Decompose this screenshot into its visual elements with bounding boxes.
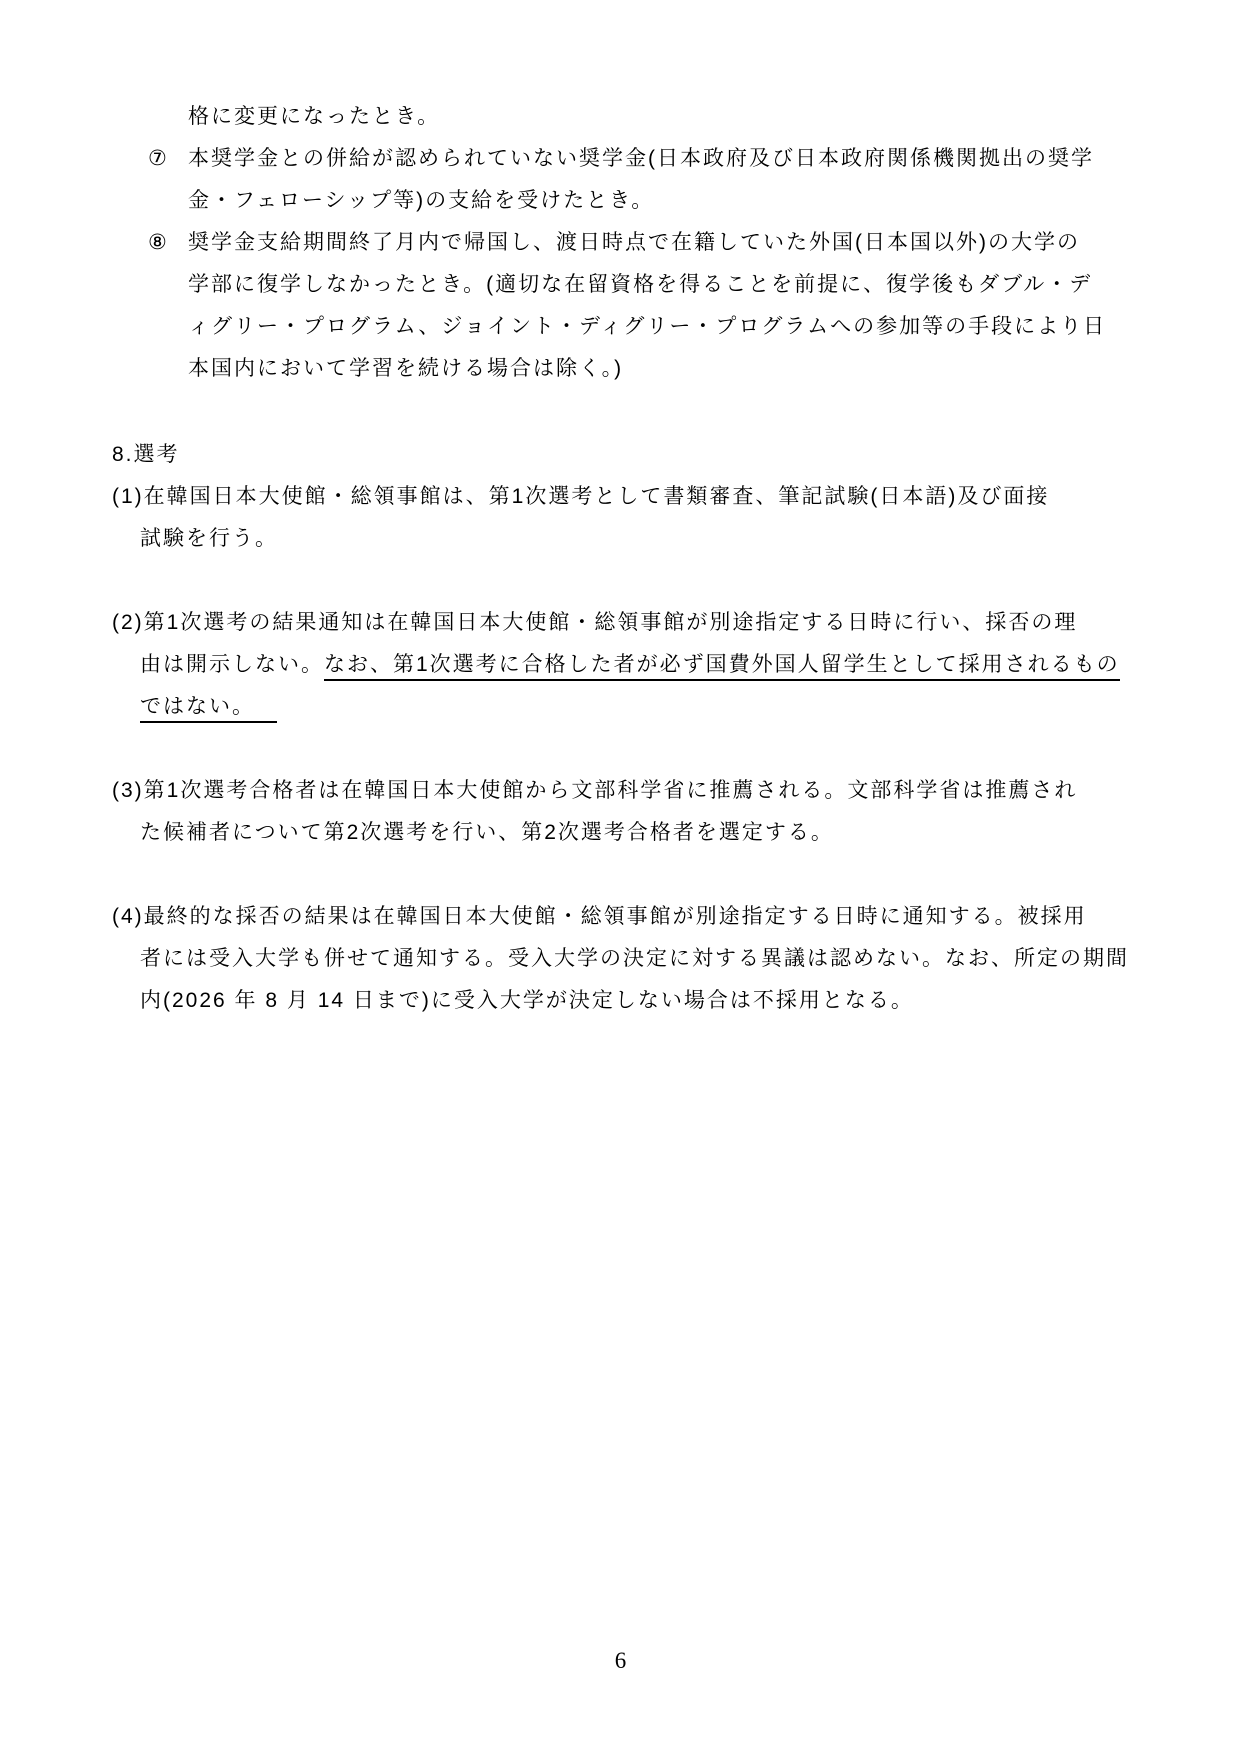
text-line bbox=[112, 602, 1141, 644]
paragraph-3-text: 第1次選考合格者は在韓国日本大使館から文部科学省に推薦される。文部科学省は推薦され bbox=[143, 779, 1078, 802]
paragraph-2-label: (2) bbox=[112, 611, 144, 634]
paragraph-4-label: (4) bbox=[112, 905, 144, 928]
text-line: 学部に復学しなかったとき。(適切な在留資格を得ることを前提に、復学後もダブル・デ bbox=[188, 273, 1093, 296]
text-line: た候補者について第2次選考を行い、第2次選考合格者を選定する。 bbox=[140, 821, 834, 844]
paragraph-1 bbox=[112, 476, 1141, 560]
list-item-7-text bbox=[188, 138, 1094, 222]
text-line bbox=[112, 476, 1141, 518]
text-line bbox=[112, 686, 1141, 728]
paragraph-2-plain-text: 由は開示しない。 bbox=[140, 653, 324, 676]
text-line: 内(2026 年 8 月 14 日まで)に受入大学が決定しない場合は不採用となる。 bbox=[140, 989, 914, 1012]
paragraph-2-text: 第1次選考の結果通知は在韓国日本大使館・総領事館が別途指定する日時に行い、採否の理 bbox=[143, 611, 1078, 634]
paragraph-3-label: (3) bbox=[112, 779, 144, 802]
text-line bbox=[112, 896, 1141, 938]
text-line: 奨学金支給期間終了月内で帰国し、渡日時点で在籍していた外国(日本国以外)の大学の bbox=[188, 231, 1080, 254]
text-line bbox=[112, 644, 1141, 686]
paragraph-2 bbox=[112, 602, 1141, 728]
continuation-line: 格に変更になったとき。 bbox=[188, 105, 441, 128]
text-line: 試験を行う。 bbox=[140, 527, 278, 550]
paragraph-3 bbox=[112, 770, 1141, 854]
text-line: 者には受入大学も併せて通知する。受入大学の決定に対する異議は認めない。なお、所定の期間 bbox=[140, 947, 1129, 970]
circled-number-8: ⑧ bbox=[148, 231, 169, 254]
section-heading-selection: 8.選考 bbox=[112, 443, 180, 466]
text-line bbox=[112, 770, 1141, 812]
paragraph-1-label: (1) bbox=[112, 485, 144, 508]
list-item-8-text bbox=[188, 222, 1106, 390]
list-item-8 bbox=[112, 222, 1141, 390]
text-line: 本奨学金との併給が認められていない奨学金(日本政府及び日本政府関係機関拠出の奨学 bbox=[188, 147, 1094, 170]
text-line: 本国内において学習を続ける場合は除く。) bbox=[188, 357, 624, 380]
paragraph-4-text: 最終的な採否の結果は在韓国日本大使館・総領事館が別途指定する日時に通知する。被採用 bbox=[143, 905, 1087, 928]
circled-number-7: ⑦ bbox=[148, 147, 169, 170]
paragraph-1-text: 在韓国日本大使館・総領事館は、第1次選考として書類審査、筆記試験(日本語)及び面接 bbox=[143, 485, 1050, 508]
page-number: 6 bbox=[614, 1648, 627, 1673]
paragraph-4 bbox=[112, 896, 1141, 1022]
text-line: 金・フェローシップ等)の支給を受けたとき。 bbox=[188, 189, 655, 212]
paragraph-2-underlined-text: ではない。 bbox=[140, 695, 277, 723]
paragraph-2-underlined-text: なお、第1次選考に合格した者が必ず国費外国人留学生として採用されるもの bbox=[324, 653, 1120, 681]
list-item-7 bbox=[112, 138, 1141, 222]
text-line: ィグリー・プログラム、ジョイント・ディグリー・プログラムへの参加等の手段により日 bbox=[188, 315, 1107, 338]
